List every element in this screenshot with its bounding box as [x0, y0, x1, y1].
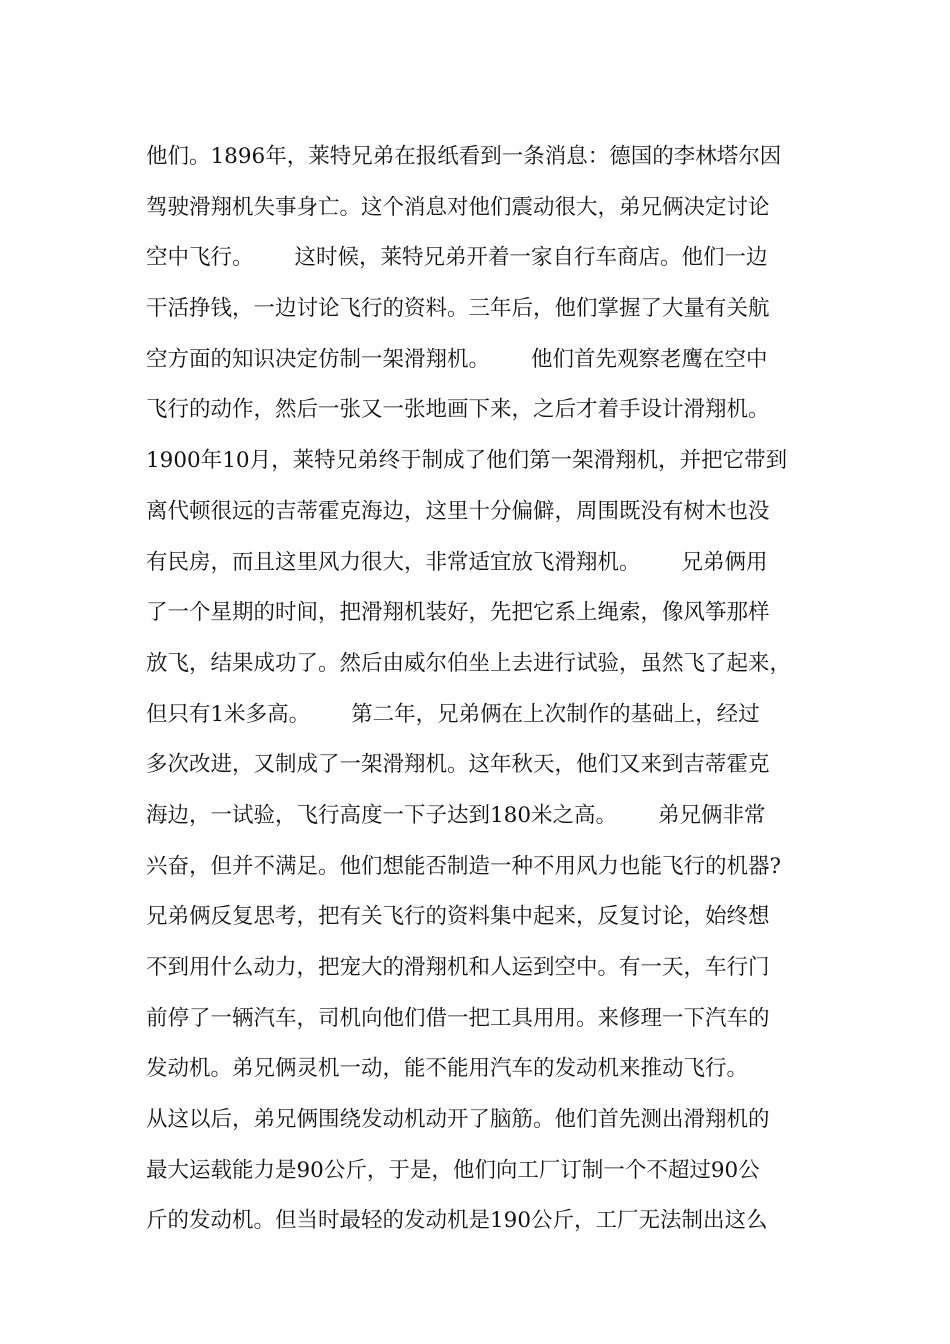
text-line: 飞行的动作，然后一张又一张地画下来，之后才着手设计滑翔机。 — [146, 397, 770, 423]
text-line: 离代顿很远的吉蒂霍克海边，这里十分偏僻，周围既没有树木也没 — [146, 498, 770, 524]
text-line: 但只有1米多高。 第二年，兄弟俩在上次制作的基础上，经过 — [146, 701, 760, 727]
text-line: 斤的发动机。但当时最轻的发动机是190公斤，工厂无法制出这么 — [146, 1208, 768, 1234]
text-line: 了一个星期的时间，把滑翔机装好，先把它系上绳索，像风筝那样 — [146, 600, 770, 626]
text-line: 有民房，而且这里风力很大，非常适宜放飞滑翔机。 兄弟俩用 — [146, 549, 768, 575]
text-line: 不到用什么动力，把宠大的滑翔机和人运到空中。有一天，车行门 — [146, 955, 770, 980]
text-line: 空方面的知识决定仿制一架滑翔机。 他们首先观察老鹰在空中 — [146, 346, 768, 372]
text-line: 他们。1896年，莱特兄弟在报纸看到一条消息：德国的李林塔尔因 — [146, 144, 782, 169]
text-line: 从这以后，弟兄俩围绕发动机动开了脑筋。他们首先测出滑翔机的 — [146, 1107, 770, 1133]
text-line: 干活挣钱，一边讨论飞行的资料。三年后，他们掌握了大量有关航 — [146, 296, 770, 322]
text-line: 海边，一试验，飞行高度一下子达到180米之高。 弟兄俩非常 — [146, 802, 766, 828]
text-line: 多次改进，又制成了一架滑翔机。这年秋天，他们又来到吉蒂霍克 — [146, 752, 770, 778]
text-line: 兄弟俩反复思考，把有关飞行的资料集中起来，反复讨论，始终想 — [146, 904, 770, 930]
text-line: 最大运载能力是90公斤，于是，他们向工厂订制一个不超过90公 — [146, 1157, 760, 1183]
text-line: 驾驶滑翔机失事身亡。这个消息对他们震动很大，弟兄俩决定讨论 — [146, 194, 770, 220]
text-line: 1900年10月，莱特兄弟终于制成了他们第一架滑翔机，并把它带到 — [146, 448, 788, 474]
body-text — [146, 132, 836, 1247]
text-line: 空中飞行。 这时候，莱特兄弟开着一家自行车商店。他们一边 — [146, 245, 768, 271]
text-line: 发动机。弟兄俩灵机一动，能不能用汽车的发动机来推动飞行。 — [146, 1056, 749, 1082]
text-line: 前停了一辆汽车，司机向他们借一把工具用用。来修理一下汽车的 — [146, 1005, 770, 1031]
text-line: 放飞，结果成功了。然后由威尔伯坐上去进行试验，虽然飞了起来， — [146, 650, 792, 676]
text-line: 兴奋，但并不满足。他们想能否制造一种不用风力也能飞行的机器? — [146, 853, 782, 879]
